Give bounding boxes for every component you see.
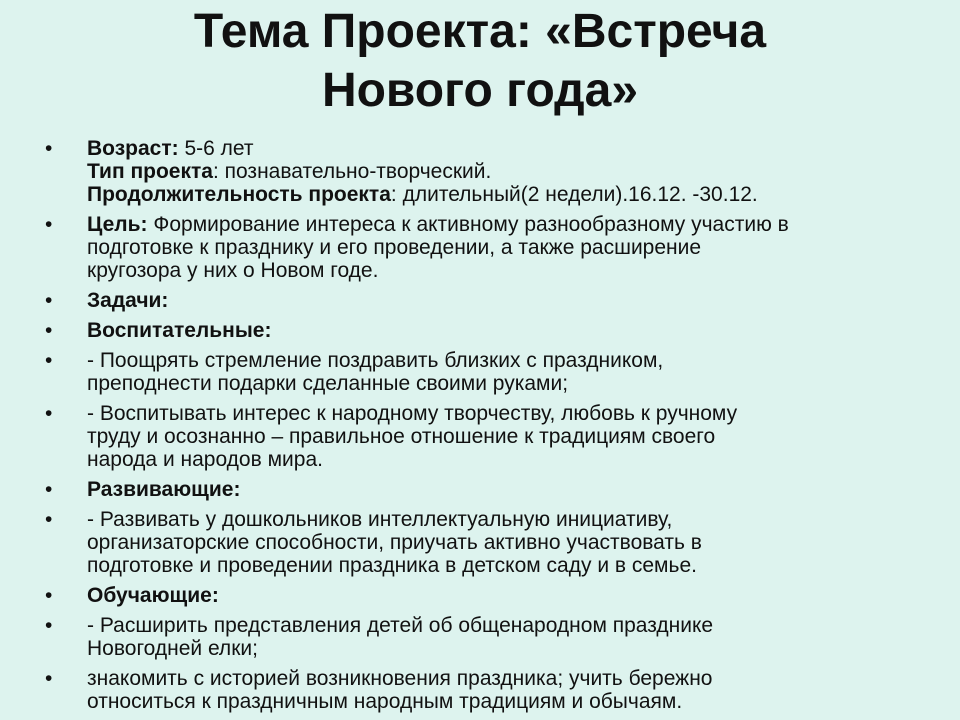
bold-label: Развивающие: [87,478,241,501]
text-line [87,183,920,206]
line-text: Новогодней елки; [87,637,258,660]
bullet-icon: • [45,402,53,425]
line-text: подготовке к празднику и его проведении, а также расширение [87,236,702,259]
line-text: знакомить с историей возникновения праздника; учить бережно [87,667,713,690]
text-line [87,289,920,312]
text-line [87,667,920,690]
list-item [0,667,960,713]
text-line [87,137,920,160]
slide-title [0,2,960,120]
list-item [0,508,960,577]
text-line [87,584,920,607]
bold-label: Задачи: [87,289,169,312]
text-line [87,637,920,660]
text-line [87,448,920,471]
list-item [0,289,960,312]
bullet-list [0,137,960,720]
text-line [87,236,920,259]
list-item [0,584,960,607]
bold-label: Обучающие: [87,584,219,607]
text-line [87,213,920,236]
bold-label: Воспитательные: [87,319,272,342]
bullet-icon: • [45,667,53,690]
line-text: 5-6 лет [178,137,254,160]
list-item [0,349,960,395]
list-item [0,614,960,660]
line-text: кругозора у них о Новом годе. [87,259,379,282]
text-line [87,614,920,637]
bold-label: Цель: [87,213,148,236]
text-line [87,425,920,448]
title-line: Тема Проекта: «Встреча [193,5,767,58]
bullet-icon: • [45,349,53,372]
bullet-icon: • [45,614,53,637]
line-text: - Развивать у дошкольников интеллектуальную инициативу, [87,508,673,531]
line-text: Формирование интереса к активному разнообразному участию в [147,213,789,236]
text-line [87,372,920,395]
text-line [87,259,920,282]
bold-label: Продолжительность проекта [87,183,391,206]
line-text: : длительный(2 недели).16.12. -30.12. [390,183,758,206]
list-item [0,402,960,471]
text-line [87,319,920,342]
list-item [0,137,960,206]
text-line [87,508,920,531]
line-text: относиться к праздничным народным традициям и обычаям. [87,690,683,713]
line-text: : познавательно-творческий. [212,160,492,183]
bullet-icon: • [45,584,53,607]
title-line: Нового года» [321,64,639,117]
text-line [87,478,920,501]
line-text: преподнести подарки сделанные своими руками; [87,372,569,395]
text-line [87,160,920,183]
bold-label: Возраст: [87,137,179,160]
line-text: организаторские способности, приучать активно участвовать в [87,531,702,554]
text-line [87,554,920,577]
line-text: - Воспитывать интерес к народному творчеству, любовь к ручному [87,402,738,425]
bullet-icon: • [45,213,53,236]
line-text: народа и народов мира. [87,448,323,471]
list-item [0,478,960,501]
text-line [87,402,920,425]
text-line [87,531,920,554]
bullet-icon: • [45,478,53,501]
bold-label: Тип проекта [87,160,213,183]
bullet-icon: • [45,508,53,531]
text-line [87,690,920,713]
bullet-icon: • [45,289,53,312]
list-item [0,319,960,342]
line-text: подготовке и проведении праздника в детском саду и в семье. [87,554,697,577]
list-item [0,213,960,282]
line-text: - Расширить представления детей об общенародном празднике [87,614,714,637]
bullet-icon: • [45,137,53,160]
bullet-icon: • [45,319,53,342]
line-text: труду и осознанно – правильное отношение к традициям своего [87,425,716,448]
text-line [87,349,920,372]
line-text: - Поощрять стремление поздравить близких с праздником, [87,349,664,372]
